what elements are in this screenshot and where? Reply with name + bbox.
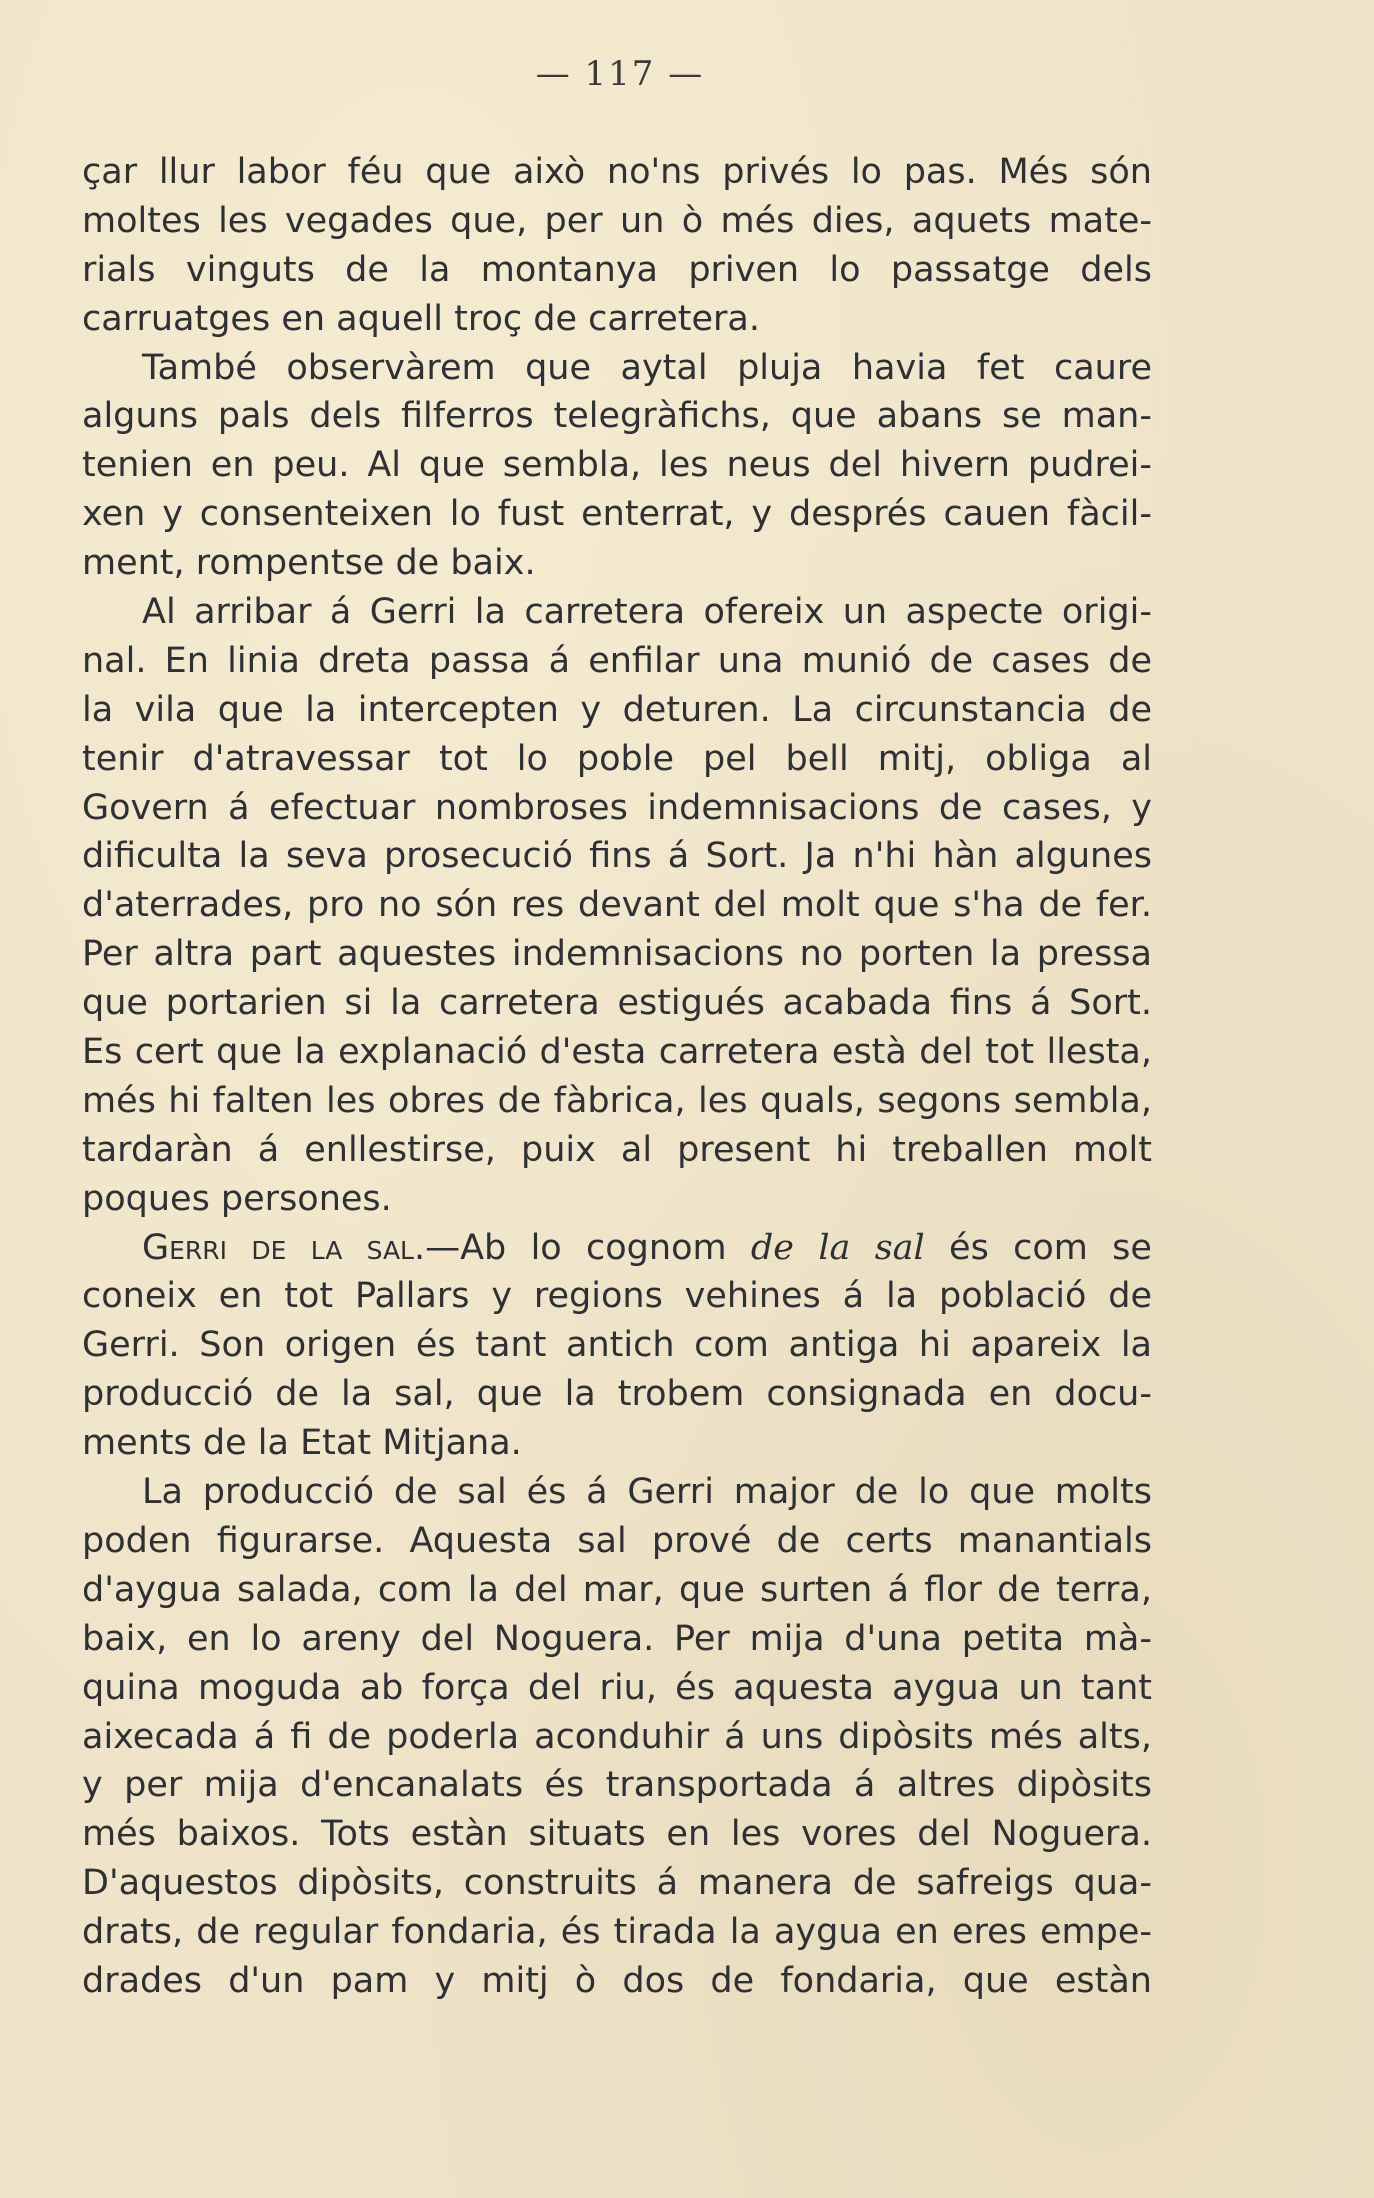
text-line: d'aterrades, pro no són res devant del molt que s'ha de fer. [82, 885, 1152, 926]
text-line: aixecada á fi de poderla aconduhir á uns dipòsits més alts, [82, 1716, 1152, 1757]
em-dash: — [425, 1227, 461, 1268]
text-line: Per altra part aquestes indemnisacions no porten la pressa [82, 934, 1152, 975]
text-line: coneix en tot Pallars y regions vehines á la població de [82, 1276, 1152, 1317]
text-line: més baixos. Tots estàn situats en les vores del Noguera. [82, 1814, 1152, 1855]
text-line: çar llur labor féu que això no'ns privés lo pas. Més són [82, 152, 1152, 192]
text-line: D'aquestos dipòsits, construits á manera de safreigs qua- [82, 1863, 1152, 1904]
text-line: alguns pals dels filferros telegràfichs, que abans se man- [82, 396, 1152, 437]
text-line: tardaràn á enllestirse, puix al present hi treballen molt [82, 1129, 1152, 1170]
italic-phrase: de la sal [750, 1227, 925, 1268]
text-line: moltes les vegades que, per un ò més dies, aquets mate- [82, 200, 1152, 241]
paragraph-4 [82, 1224, 1152, 1468]
text-line: Al arribar á Gerri la carretera ofereix un aspecte origi- [142, 592, 1152, 633]
text-fragment: és com se [949, 1227, 1152, 1268]
text-line: y per mija d'encanalats és transportada á altres dipòsits [82, 1765, 1152, 1806]
text-line: ments de la Etat Mitjana. [82, 1423, 522, 1464]
text-line: Es cert que la explanació d'esta carretera està del tot llesta, [82, 1032, 1152, 1073]
text-line: drats, de regular fondaria, és tirada la aygua en eres empe- [82, 1912, 1152, 1953]
text-line: quina moguda ab força del riu, és aquesta aygua un tant [82, 1667, 1152, 1708]
paragraph-3 [82, 588, 1152, 1224]
text-line: ment, rompentse de baix. [82, 543, 536, 584]
paragraph-2 [82, 344, 1152, 588]
text-line: drades d'un pam y mitj ò dos de fondaria, que estàn [82, 1960, 1152, 2001]
text-line: d'aygua salada, com la del mar, que surten á flor de terra, [82, 1569, 1152, 1610]
section-heading: Gerri de la sal. [142, 1227, 426, 1268]
paragraph-1 [82, 148, 1152, 344]
page-number: — 117 — [535, 54, 705, 94]
text-line: carruatges en aquell troç de carretera. [82, 298, 760, 339]
text-line: També observàrem que aytal pluja havia fet caure [142, 347, 1152, 388]
text-fragment: Ab lo cognom [460, 1227, 727, 1268]
text-line [82, 1224, 1152, 1273]
text-line: poden figurarse. Aquesta sal prové de certs manantials [82, 1520, 1152, 1561]
text-line: baix, en lo areny del Noguera. Per mija d'una petita mà- [82, 1618, 1152, 1659]
text-line: la vila que la intercepten y deturen. La circunstancia de [82, 689, 1152, 730]
text-line: nal. En linia dreta passa á enfilar una munió de cases de [82, 640, 1152, 681]
text-line: més hi falten les obres de fàbrica, les quals, segons sembla, [82, 1080, 1152, 1121]
paragraph-5 [82, 1468, 1152, 2006]
text-line: Govern á efectuar nombroses indemnisacions de cases, y [82, 787, 1152, 828]
text-line: Gerri. Son origen és tant antich com antiga hi apareix la [82, 1325, 1152, 1366]
text-line: dificulta la seva prosecució fins á Sort. Ja n'hi hàn algunes [82, 836, 1152, 877]
text-line: tenien en peu. Al que sembla, les neus del hivern pudrei- [82, 445, 1152, 486]
text-line: que portarien si la carretera estigués acabada fins á Sort. [82, 983, 1152, 1024]
text-line: tenir d'atravessar tot lo poble pel bell mitj, obliga al [82, 738, 1152, 779]
text-line: poques persones. [82, 1178, 392, 1219]
text-line: La producció de sal és á Gerri major de lo que molts [142, 1472, 1152, 1513]
text-line: producció de la sal, que la trobem consignada en docu- [82, 1374, 1152, 1415]
text-line: xen y consenteixen lo fust enterrat, y després cauen fàcil- [82, 494, 1152, 535]
body-text [82, 148, 1152, 2006]
text-line: rials vinguts de la montanya priven lo passatge dels [82, 249, 1152, 290]
